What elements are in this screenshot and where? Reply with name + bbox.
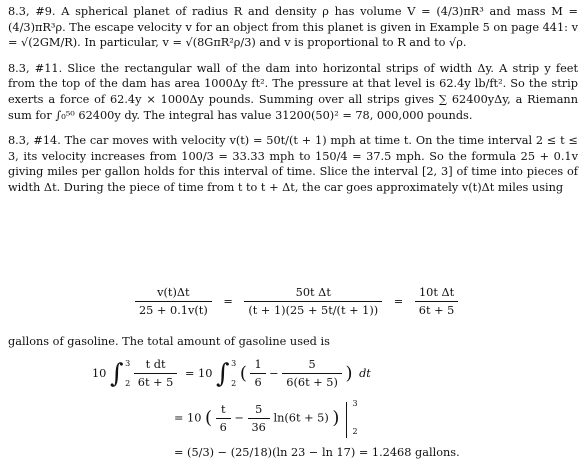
inner-fraction-b-1 [282, 358, 342, 389]
display-equation-1 [135, 286, 575, 332]
inner-b-1-denominator: 6(6t + 5) [286, 376, 338, 389]
equation-line-2 [174, 400, 358, 436]
inner-b-2-denominator: 36 [251, 420, 266, 434]
fraction-2-denominator: (t + 1)(25 + 5t/(t + 1)) [248, 304, 379, 317]
integral-limits-2 [231, 358, 237, 388]
inner-b-1-numerator: 5 [282, 358, 342, 374]
integrand-1-denominator: 6t + 5 [137, 376, 174, 389]
log-term: ln(6t + 5) [273, 411, 329, 425]
equation-line-3: = (5/3) − (25/18)(ln 23 − ln 17) = 1.2468 gallons. [174, 446, 460, 459]
inner-fraction-b-2 [248, 403, 270, 434]
fraction-2 [244, 286, 382, 317]
problem-11-text: Slice the rectangular wall of the dam into horizontal strips of width Δy. A strip y feet from the top of the dam has area 1000Δy ft². The pressure at that level is 62.4y lb/ft². So the strip exerts a force of 62.4y × 1000Δy pounds. Summing over all strips gives ∑ 62400yΔy, a Riemann sum for ∫₀⁵⁰ 62400y dy. The integral has value 31200(50)² = 78, 000,000 pounds. [8, 61, 579, 122]
display-equation-2 [92, 358, 572, 468]
document-page [8, 4, 578, 196]
integral-1-lower: 2 [125, 378, 131, 388]
integral-sign-1: ∫ [109, 358, 124, 389]
minus-2: − [234, 411, 244, 425]
inner-fraction-a-2 [216, 403, 231, 434]
integrand-1 [134, 358, 178, 389]
problem-11-label: 8.3, #11. [8, 61, 63, 75]
integral-sign-2: ∫ [215, 358, 230, 389]
equation-line-1 [92, 358, 371, 389]
problem-14-label: 8.3, #14. [8, 134, 61, 148]
fraction-2-numerator: 50t Δt [244, 286, 382, 302]
open-paren-2: ( [205, 407, 213, 429]
fraction-1-numerator: v(t)Δt [135, 286, 212, 302]
problem-14-text: The car moves with velocity v(t) = 50t/(t + 1) mph at time t. On the time interval 2 ≤ t ≤ 3, its velocity increases from 100/3 = 33.33 mph to 150/4 = 37.5 mph. So the formula 25 + 0.1v giving miles per gallon holds for this interval of time. Slice the interval [2, 3] of time into pieces of width Δt. During the piece of time from t to t + Δt, the car goes approximately v(t)Δt miles using [8, 134, 578, 194]
integral-2-lower: 2 [231, 378, 237, 388]
evaluation-bar [346, 402, 347, 438]
equals-2: = [393, 295, 404, 308]
open-paren-1: ( [239, 363, 247, 384]
fraction-1-denominator: 25 + 0.1v(t) [139, 304, 208, 317]
integral-1-upper: 3 [125, 358, 131, 368]
problem-9-text: A spherical planet of radius R and density ρ has volume V = (4/3)πR³ and mass M = (4/3)πR³ρ. The escape velocity v for an object from this planet is given in Example 5 on page 441: v = √(2GM/R). In particular, v = √(8GπR²ρ/3) and v is proportional to R and to √ρ. [8, 5, 578, 50]
evaluation-limits [352, 399, 358, 436]
minus-1: − [269, 367, 279, 380]
evaluation-lower: 2 [352, 427, 358, 436]
between-text: gallons of gasoline. The total amount of gasoline used is [8, 335, 330, 348]
differential-dt: dt [359, 367, 371, 380]
inner-fraction-a-1 [250, 358, 265, 389]
fraction-3 [415, 286, 459, 317]
inner-a-2-denominator: 6 [219, 420, 227, 434]
close-paren-1: ) [345, 363, 353, 384]
problem-9-label: 8.3, #9. [8, 5, 56, 18]
fraction-1 [135, 286, 212, 317]
inner-a-1-numerator: 1 [250, 358, 265, 374]
problem-9 [8, 4, 578, 51]
fraction-3-denominator: 6t + 5 [418, 304, 455, 317]
integral-limits-1 [125, 358, 131, 388]
integrand-1-numerator: t dt [134, 358, 178, 374]
equals-ten-1: = 10 [184, 367, 213, 380]
equals-ten-2: = 10 [174, 411, 202, 425]
equals-1: = [223, 295, 233, 308]
inner-b-2-numerator: 5 [248, 403, 270, 419]
coefficient: 10 [92, 367, 107, 380]
inner-a-2-numerator: t [216, 403, 231, 419]
close-paren-2: ) [332, 407, 340, 429]
inner-a-1-denominator: 6 [254, 376, 262, 389]
fraction-3-numerator: 10t Δt [415, 286, 459, 302]
problem-14 [8, 133, 578, 195]
evaluation-upper: 3 [352, 399, 358, 408]
problem-11 [8, 61, 578, 123]
integral-2-upper: 3 [231, 358, 237, 368]
